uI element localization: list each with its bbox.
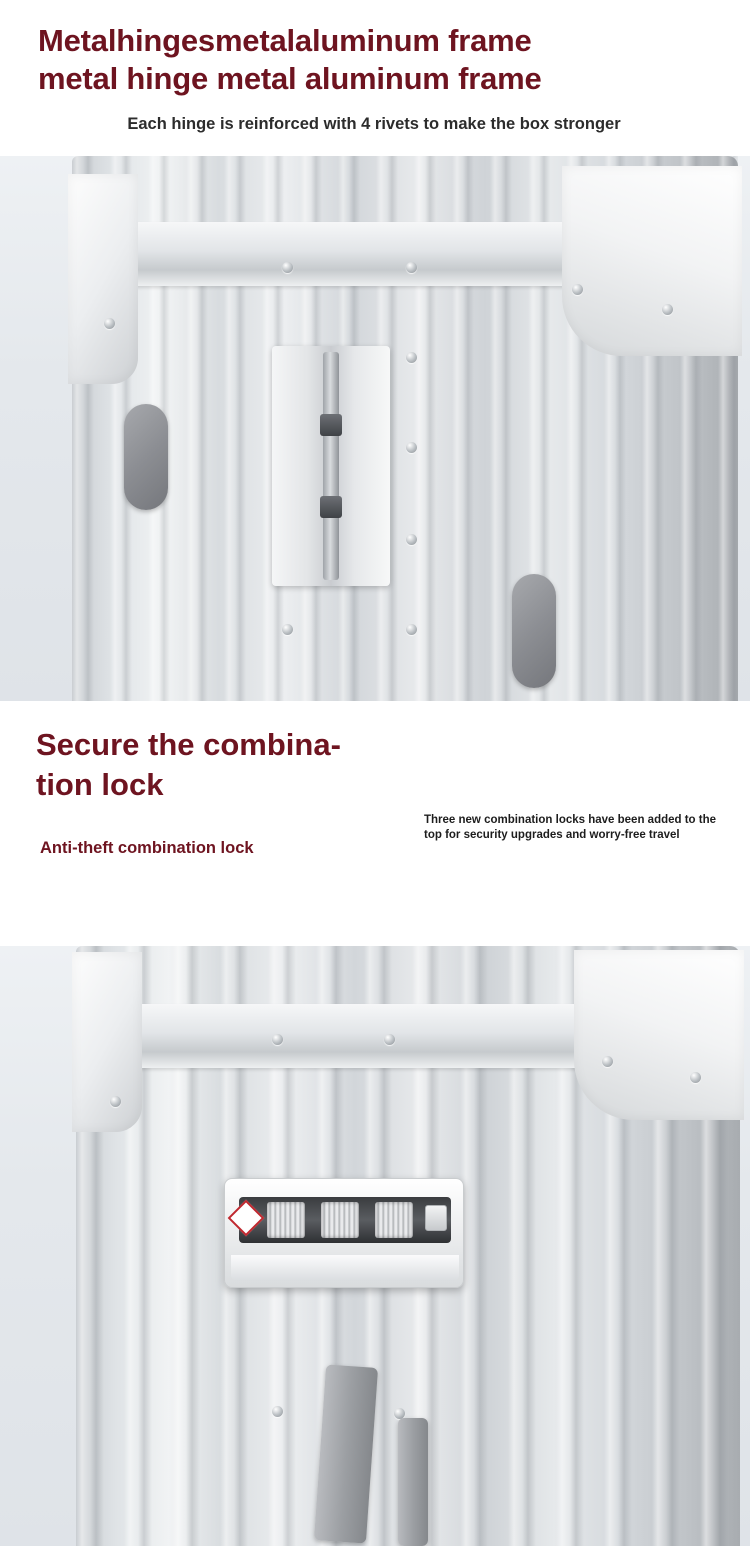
frame-rivet: [282, 262, 293, 273]
lock-release-button: [425, 1205, 447, 1231]
hinge-knuckle: [320, 496, 342, 518]
metal-hinge: [272, 346, 390, 586]
frame-rivet: [572, 284, 583, 295]
lock-section-subtitle: Anti-theft combination lock: [40, 838, 254, 857]
frame-rivet: [406, 262, 417, 273]
frame-rivet: [406, 352, 417, 363]
frame-rivet: [406, 442, 417, 453]
hinge-section-header: [0, 0, 750, 134]
frame-rivet: [282, 624, 293, 635]
side-bumper-lower: [512, 574, 556, 688]
frame-rivet: [662, 304, 673, 315]
lock-title-line-1: Secure the combina-: [36, 726, 341, 762]
frame-rivet: [602, 1056, 613, 1067]
combination-dial: [321, 1202, 359, 1238]
lock-base-plate: [231, 1255, 459, 1281]
combination-dial: [267, 1202, 305, 1238]
tsa-combination-lock: [224, 1178, 464, 1288]
suitcase-body: [72, 156, 738, 701]
corner-protector-right: [574, 950, 744, 1120]
combination-dial: [375, 1202, 413, 1238]
corner-protector-left: [72, 952, 142, 1132]
lock-dial-housing: [239, 1197, 451, 1243]
hinge-pin: [323, 352, 339, 580]
corner-protector-left: [68, 174, 138, 384]
hinge-product-photo: [0, 156, 750, 701]
corner-protector-right: [562, 166, 742, 356]
hinge-title-line-1: Metalhingesmetalaluminum frame: [38, 23, 532, 58]
hinge-section-title: [38, 22, 720, 99]
frame-rivet: [384, 1034, 395, 1045]
lock-product-photo: [0, 946, 750, 1546]
hinge-knuckle: [320, 414, 342, 436]
frame-rivet: [104, 318, 115, 329]
hinge-section-subtitle: Each hinge is reinforced with 4 rivets to make the box stronger: [127, 114, 621, 133]
lock-section-header: [0, 701, 750, 946]
frame-rivet: [690, 1072, 701, 1083]
lock-title-line-2: tion lock: [36, 766, 164, 802]
frame-rivet: [272, 1034, 283, 1045]
hinge-title-line-2: metal hinge metal aluminum frame: [38, 61, 542, 97]
frame-rivet: [406, 624, 417, 635]
frame-rivet: [406, 534, 417, 545]
frame-rivet: [272, 1406, 283, 1417]
lock-section-note: Three new combination locks have been added to the top for security upgrades and worry-free travel: [424, 813, 717, 842]
telescoping-handle-bar-right: [398, 1418, 428, 1546]
frame-rivet: [110, 1096, 121, 1107]
lock-section-title: [36, 725, 396, 804]
side-bumper-upper: [124, 404, 168, 510]
